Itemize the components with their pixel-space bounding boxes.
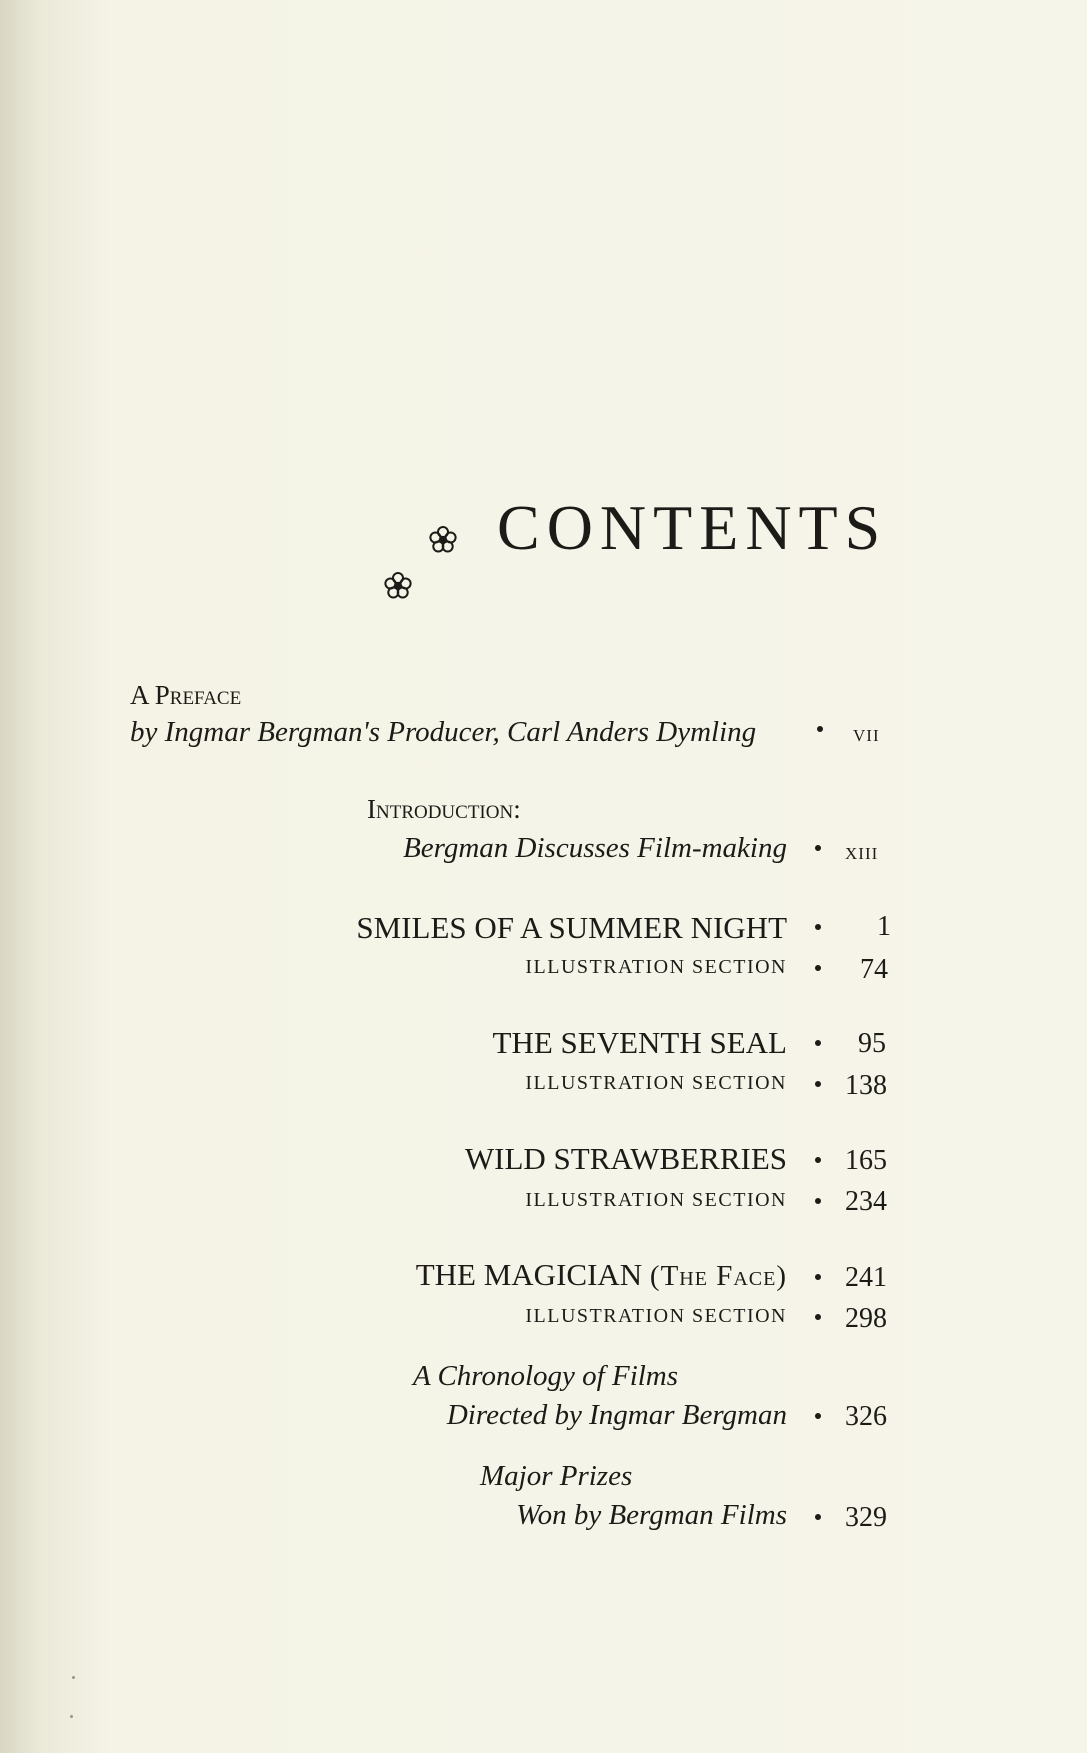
page-number: 326 xyxy=(845,1401,887,1432)
preface-byline: by Ingmar Bergman's Producer, Carl Anders Dymling xyxy=(130,716,757,748)
film-subtitle: (The Face) xyxy=(649,1260,787,1292)
preface-heading: A Preface xyxy=(130,680,242,710)
page-number: 241 xyxy=(845,1262,887,1293)
leader-dot xyxy=(815,845,821,851)
film-title: WILD STRAWBERRIES xyxy=(464,1141,787,1176)
leader-dot xyxy=(815,1157,821,1163)
paper-speck xyxy=(72,1676,75,1679)
page-number: 1 xyxy=(877,911,891,942)
leader-dot xyxy=(815,1274,821,1280)
page-number: 74 xyxy=(860,954,888,985)
chronology-subtitle: Directed by Ingmar Bergman xyxy=(446,1399,787,1431)
leader-dot xyxy=(815,1413,821,1419)
leader-dot xyxy=(815,1040,821,1046)
page-number: 329 xyxy=(845,1502,887,1533)
page-title: CONTENTS xyxy=(497,492,888,563)
prizes-heading: Major Prizes xyxy=(480,1460,633,1492)
film-title: THE SEVENTH SEAL xyxy=(492,1025,787,1060)
illustration-section-label: ILLUSTRATION SECTION xyxy=(525,956,787,978)
leader-dot xyxy=(815,924,821,930)
page-number: 298 xyxy=(845,1303,887,1334)
introduction-heading: Introduction: xyxy=(367,794,521,824)
leader-dot xyxy=(815,1314,821,1320)
page-number: xiii xyxy=(845,839,879,865)
illustration-section-label: ILLUSTRATION SECTION xyxy=(525,1189,787,1211)
flower-ornament-icon xyxy=(428,525,458,555)
leader-dot xyxy=(815,1514,821,1520)
page-number: 138 xyxy=(845,1070,887,1101)
leader-dot xyxy=(815,1081,821,1087)
leader-dot xyxy=(815,1198,821,1204)
introduction-subtitle: Bergman Discusses Film-making xyxy=(403,832,787,864)
illustration-section-label: ILLUSTRATION SECTION xyxy=(525,1305,787,1327)
film-title-with-subtitle xyxy=(416,1259,787,1291)
page-number: vii xyxy=(853,721,880,747)
page-number: 95 xyxy=(858,1028,886,1059)
page-number: 234 xyxy=(845,1186,887,1217)
paper-speck xyxy=(70,1715,73,1718)
film-title: THE MAGICIAN xyxy=(415,1257,643,1292)
chronology-heading: A Chronology of Films xyxy=(413,1360,679,1392)
prizes-subtitle: Won by Bergman Films xyxy=(516,1499,787,1531)
flower-ornament-icon xyxy=(383,571,413,601)
film-title: SMILES OF A SUMMER NIGHT xyxy=(356,910,787,945)
leader-dot xyxy=(815,965,821,971)
page-number: 165 xyxy=(845,1145,887,1176)
illustration-section-label: ILLUSTRATION SECTION xyxy=(525,1072,787,1094)
leader-dot xyxy=(817,726,823,732)
